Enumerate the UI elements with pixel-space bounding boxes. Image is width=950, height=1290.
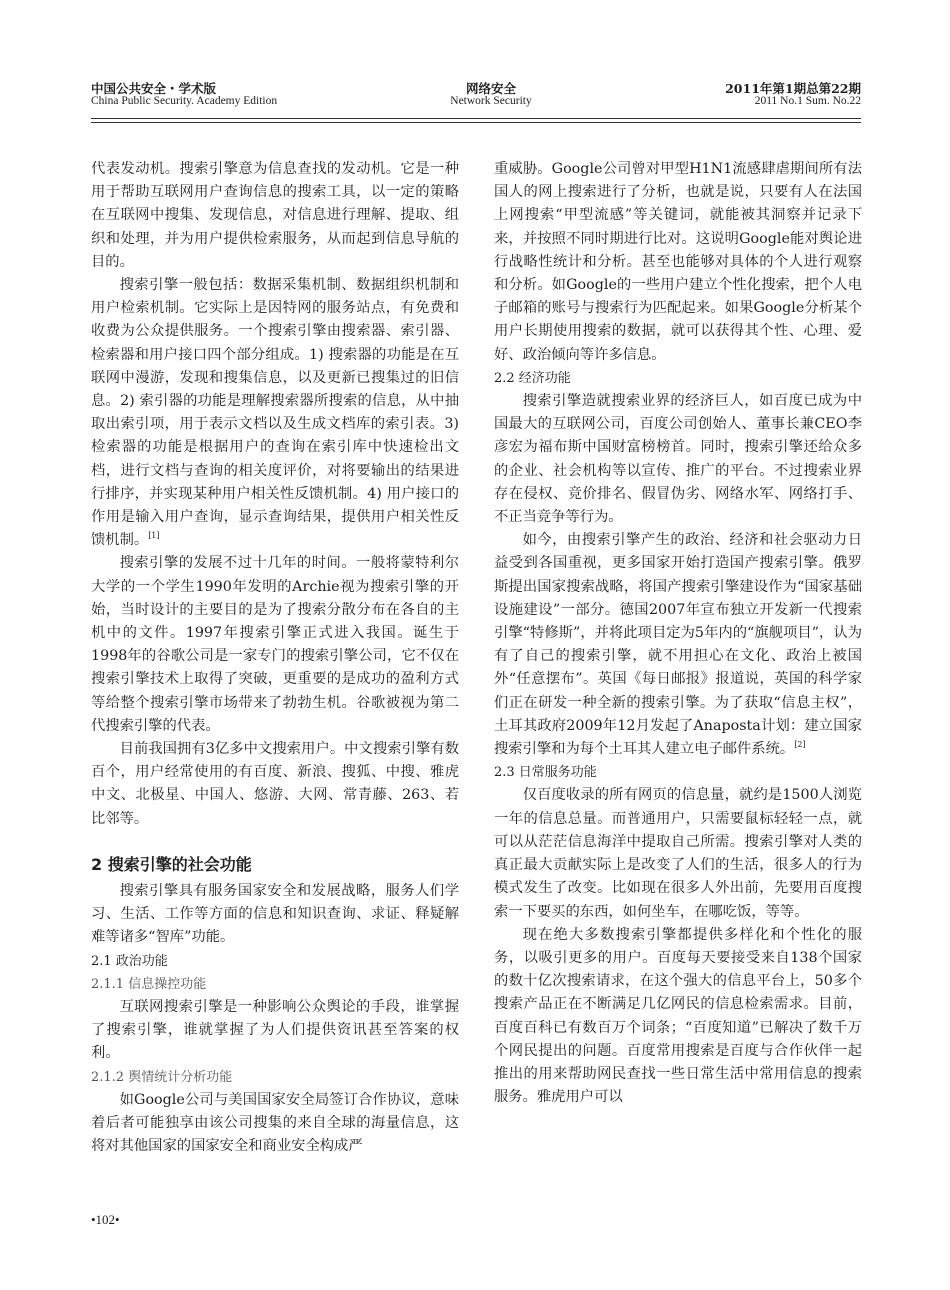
paragraph: 目前我国拥有3亿多中文搜索用户。中文搜索引擎有数百个，用户经常使用的有百度、新浪、搜狐、中搜、雅虎中文、北极星、中国人、悠游、大网、常青藤、263、若比邻等。 <box>91 741 459 827</box>
running-header <box>91 82 861 116</box>
subsection-heading: 2.2 经济功能 <box>494 370 571 386</box>
paragraph: 搜索引擎造就搜索业界的经济巨人，如百度已成为中国最大的互联网公司，百度公司创始人、董事长兼CEO李彦宏为福布斯中国财富榜榜首。同时，搜索引擎还给众多的企业、社会机构等以宣传、推广的平台。不过搜索业界存在侵权、竞价排名、假冒伪劣、网络水军、网络打手、不正当竞争等行为。 <box>494 393 862 526</box>
paragraph: 代表发动机。搜索引擎意为信息查找的发动机。它是一种用于帮助互联网用户查询信息的搜索工具，以一定的策略在互联网中搜集、发现信息，对信息进行理解、提取、组织和处理，并为用户提供检索服务，从而起到信息导航的目的。 <box>91 161 459 270</box>
section-title <box>431 82 551 108</box>
issue-info <box>725 82 861 108</box>
paragraph-text: 搜索引擎一般包括：数据采集机制、数据组织机制和用户检索机制。它实际上是因特网的服务站点，有免费和收费为公众提供服务。一个搜索引擎由搜索器、索引器、检索器和用户接口四个部分组成。1) 搜索器的功能是在互联网中漫游，发现和搜集信息，以及更新已搜集过的旧信息。2) 索引器的功能是理解搜索器所搜索的信息，从中抽取出索引项，用于表示文档以及生成文档库的索引表。3) 检索器的功能是根据用户的查询在索引库中快速检出文档，进行文档与查询的相关度评价，对将要输出的结果进行排序，并实现某种用户相关性反馈机制。4) 用户接口的作用是输入用户查询，显示查询结果，提供用户相关性反馈机制。 <box>91 277 459 549</box>
journal-title <box>91 82 277 108</box>
subsubsection-heading: 2.1.2 舆情统计分析功能 <box>91 1069 233 1085</box>
issue-info-en: 2011 No.1 Sum. No.22 <box>754 95 861 107</box>
journal-title-en: China Public Security. Academy Edition <box>91 95 278 107</box>
header-rule-top <box>91 118 861 119</box>
paragraph <box>494 529 862 761</box>
section-title-cn: 网络安全 <box>465 81 516 96</box>
right-column <box>494 158 862 1109</box>
page-number: •102• <box>91 1212 120 1227</box>
citation: [2] <box>794 740 806 750</box>
issue-info-cn: 2011年第1期总第22期 <box>725 81 861 96</box>
paragraph: 现在绝大多数搜索引擎都提供多样化和个性化的服务，以吸引更多的用户。百度每天要接受来自138个国家的数十亿次搜索请求，在这个强大的信息平台上，50多个搜索产品正在不断满足几亿网民的信息检索需求。目前，百度百科已有数百万个词条；“百度知道”已解决了数千万个网民提出的问题。百度常用搜索是百度与合作伙伴一起推出的用来帮助网民查找一些日常生活中常用信息的搜索服务。雅虎用户可以 <box>494 926 862 1106</box>
paragraph: 搜索引擎的发展不过十几年的时间。一般将蒙特利尔大学的一个学生1990年发明的Archie视为搜索引擎的开始，当时设计的主要目的是为了搜索分散分布在各自的主机中的文件。1997年搜索引擎正式进入我国。诞生于1998年的谷歌公司是一家专门的搜索引擎公司，它不仅在搜索引擎技术上取得了突破，更重要的是成功的盈利方式等给整个搜索引擎市场带来了勃勃生机。谷歌被视为第二代搜索引擎的代表。 <box>91 555 459 734</box>
paragraph <box>91 274 459 552</box>
paragraph-text: 如今，由搜索引擎产生的政治、经济和社会驱动力日益受到各国重视，更多国家开始打造国产搜索引擎。俄罗斯提出国家搜索战略，将国产搜索引擎建设作为“国家基础设施建设”一部分。德国2007年宣布独立开发新一代搜索引擎“特修斯”，并将此项目定为5年内的“旗舰项目”，认为有了自己的搜索引擎，就不用担心在文化、政治上被国外“任意摆布”。英国《每日邮报》报道说，英国的科学家们正在研发一种全新的搜索引擎。为了获取“信息主权”，土耳其政府2009年12月发起了Anaposta计划：建立国家搜索引擎和为每个土耳其人建立电子邮件系统。 <box>494 532 862 758</box>
header-rule-bottom <box>91 122 861 123</box>
subsubsection-heading: 2.1.1 信息操控功能 <box>91 976 207 992</box>
section-title-en: Network Security <box>450 95 532 107</box>
paragraph: 如Google公司与美国国家安全局签订合作协议，意味着后者可能独享由该公司搜集的来自全球的海量信息，这将对其他国家的国家安全和商业安全构成严 <box>91 1091 459 1155</box>
paragraph: 互联网搜索引擎是一种影响公众舆论的手段，谁掌握了搜索引擎，谁就掌握了为人们提供资讯甚至答案的权利。 <box>91 998 459 1062</box>
left-column <box>91 158 459 1158</box>
paragraph: 搜索引擎具有服务国家安全和发展战略，服务人们学习、生活、工作等方面的信息和知识查询、求证、释疑解难等诸多“智库”功能。 <box>91 882 459 946</box>
section-heading: 2 搜索引擎的社会功能 <box>91 854 252 874</box>
citation: [1] <box>148 531 160 541</box>
subsection-heading: 2.3 日常服务功能 <box>494 765 597 781</box>
paragraph: 重威胁。Google公司曾对甲型H1N1流感肆虐期间所有法国人的网上搜索进行了分析，也就是说，只要有人在法国上网搜索“甲型流感”等关键词，就能被其洞察并记录下来，并按照不同时期进行比对。这说明Google能对舆论进行战略性统计和分析。甚至也能够对具体的个人进行观察和分析。如Google的一些用户建立个性化搜索，把个人电子邮箱的账号与搜索行为匹配起来。如果Google分析某个用户长期使用搜索的数据，就可以获得其个性、心理、爱好、政治倾向等许多信息。 <box>494 161 862 363</box>
subsection-heading: 2.1 政治功能 <box>91 953 168 969</box>
journal-title-cn: 中国公共安全・学术版 <box>91 81 217 96</box>
paragraph: 仅百度收录的所有网页的信息量，就约是1500人浏览一年的信息总量。而普通用户，只需要鼠标轻轻一点，就可以从茫茫信息海洋中提取自己所需。搜索引擎对人类的真正最大贡献实际上是改变了人们的生活，很多人的行为模式发生了改变。比如现在很多人外出前，先要用百度搜索一下要买的东西，如何坐车，在哪吃饭，等等。 <box>494 787 862 920</box>
